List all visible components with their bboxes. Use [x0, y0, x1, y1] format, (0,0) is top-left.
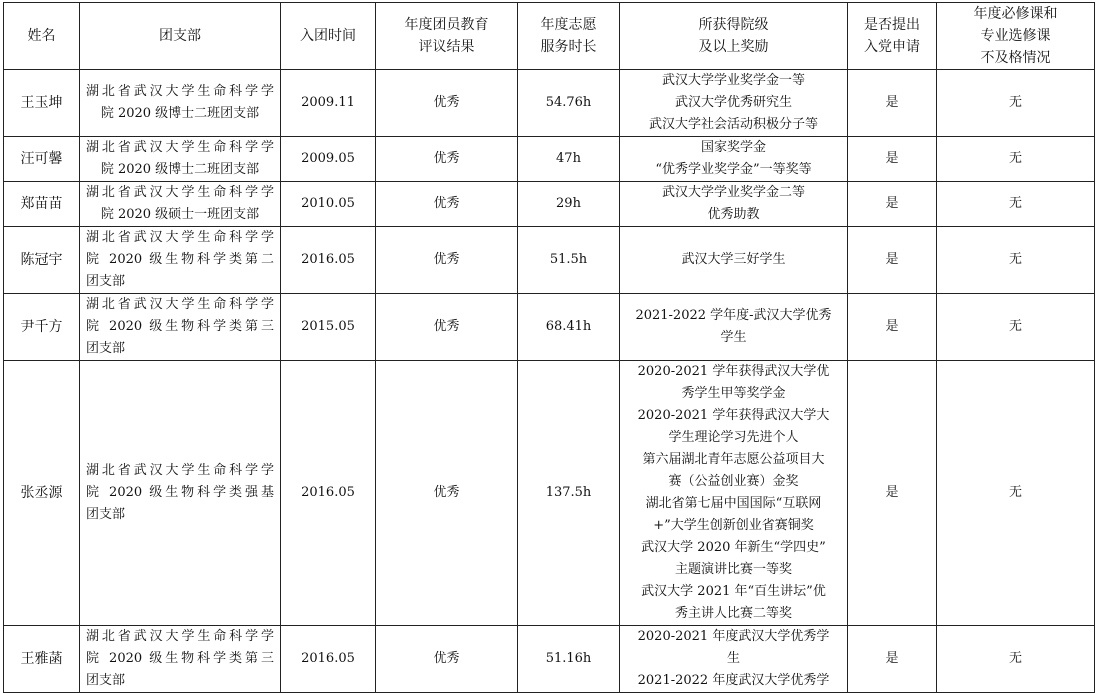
cell-name: 王雅菡	[4, 626, 80, 693]
cell-name: 陈冠宇	[4, 227, 80, 294]
cell-unit: 湖北省武汉大学生命科学学 院 2020 级生物科学类第三 团支部	[80, 294, 281, 361]
cell-unit: 湖北省武汉大学生命科学学 院 2020 级博士二班团支部	[80, 70, 281, 137]
cell-awards: 国家奖学金 “优秀学业奖学金”一等奖等	[620, 137, 848, 182]
header-evaluation: 年度团员教育 评议结果	[376, 3, 518, 70]
cell-party-application: 是	[848, 182, 937, 227]
cell-failed-courses: 无	[937, 137, 1095, 182]
header-name: 姓名	[4, 3, 80, 70]
cell-party-application: 是	[848, 361, 937, 626]
header-unit: 团支部	[80, 3, 281, 70]
cell-unit: 湖北省武汉大学生命科学学 院 2020 级硕士一班团支部	[80, 182, 281, 227]
cell-join-date: 2016.05	[281, 626, 376, 693]
cell-evaluation: 优秀	[376, 182, 518, 227]
cell-unit: 湖北省武汉大学生命科学学 院 2020 级生物科学类第三 团支部	[80, 626, 281, 693]
cell-evaluation: 优秀	[376, 227, 518, 294]
cell-name: 汪可馨	[4, 137, 80, 182]
cell-party-application: 是	[848, 227, 937, 294]
cell-name: 王玉坤	[4, 70, 80, 137]
cell-volunteer-hours: 29h	[518, 182, 620, 227]
cell-volunteer-hours: 54.76h	[518, 70, 620, 137]
cell-failed-courses: 无	[937, 182, 1095, 227]
cell-unit: 湖北省武汉大学生命科学学 院 2020 级生物科学类第二 团支部	[80, 227, 281, 294]
cell-volunteer-hours: 51.5h	[518, 227, 620, 294]
cell-failed-courses: 无	[937, 227, 1095, 294]
cell-awards: 武汉大学学业奖学金一等 武汉大学优秀研究生 武汉大学社会活动积极分子等	[620, 70, 848, 137]
table-row	[4, 227, 1095, 294]
header-row	[4, 3, 1095, 70]
cell-unit: 湖北省武汉大学生命科学学 院 2020 级博士二班团支部	[80, 137, 281, 182]
cell-name: 张丞源	[4, 361, 80, 626]
header-party-application: 是否提出 入党申请	[848, 3, 937, 70]
table-row	[4, 294, 1095, 361]
cell-awards: 武汉大学三好学生	[620, 227, 848, 294]
header-join-date: 入团时间	[281, 3, 376, 70]
cell-volunteer-hours: 137.5h	[518, 361, 620, 626]
cell-party-application: 是	[848, 70, 937, 137]
cell-awards: 2020-2021 学年获得武汉大学优 秀学生甲等奖学金 2020-2021 学年获得武汉大学大 学生理论学习先进个人 第六届湖北青年志愿公益项目大 赛（公益创业赛）金奖 湖北省第七届中国国际“互联网 +”大学生创新创业省赛铜奖 武汉大学 2020 年新生“学四史” 主题演讲比赛一等奖 武汉大学 2021 年“百生讲坛”优 秀主讲人比赛二等奖	[620, 361, 848, 626]
cell-party-application: 是	[848, 294, 937, 361]
cell-volunteer-hours: 51.16h	[518, 626, 620, 693]
cell-evaluation: 优秀	[376, 626, 518, 693]
header-awards: 所获得院级 及以上奖励	[620, 3, 848, 70]
cell-volunteer-hours: 68.41h	[518, 294, 620, 361]
cell-name: 郑苗苗	[4, 182, 80, 227]
cell-evaluation: 优秀	[376, 361, 518, 626]
cell-name: 尹千方	[4, 294, 80, 361]
cell-failed-courses: 无	[937, 361, 1095, 626]
cell-failed-courses: 无	[937, 294, 1095, 361]
member-table	[3, 2, 1095, 693]
cell-join-date: 2015.05	[281, 294, 376, 361]
cell-volunteer-hours: 47h	[518, 137, 620, 182]
table-row	[4, 361, 1095, 626]
cell-awards: 2021-2022 学年度-武汉大学优秀 学生	[620, 294, 848, 361]
cell-join-date: 2016.05	[281, 361, 376, 626]
cell-join-date: 2009.05	[281, 137, 376, 182]
cell-awards: 2020-2021 年度武汉大学优秀学 生 2021-2022 年度武汉大学优秀学	[620, 626, 848, 693]
cell-party-application: 是	[848, 137, 937, 182]
cell-evaluation: 优秀	[376, 294, 518, 361]
cell-unit: 湖北省武汉大学生命科学学 院 2020 级生物科学类强基 团支部	[80, 361, 281, 626]
table-row	[4, 182, 1095, 227]
cell-join-date: 2009.11	[281, 70, 376, 137]
cell-awards: 武汉大学学业奖学金二等 优秀助教	[620, 182, 848, 227]
cell-join-date: 2016.05	[281, 227, 376, 294]
cell-party-application: 是	[848, 626, 937, 693]
cell-join-date: 2010.05	[281, 182, 376, 227]
cell-failed-courses: 无	[937, 626, 1095, 693]
header-volunteer-hours: 年度志愿 服务时长	[518, 3, 620, 70]
cell-evaluation: 优秀	[376, 137, 518, 182]
table-row	[4, 137, 1095, 182]
cell-evaluation: 优秀	[376, 70, 518, 137]
table-row	[4, 70, 1095, 137]
table-row	[4, 626, 1095, 693]
cell-failed-courses: 无	[937, 70, 1095, 137]
header-failed-courses: 年度必修课和 专业选修课 不及格情况	[937, 3, 1095, 70]
